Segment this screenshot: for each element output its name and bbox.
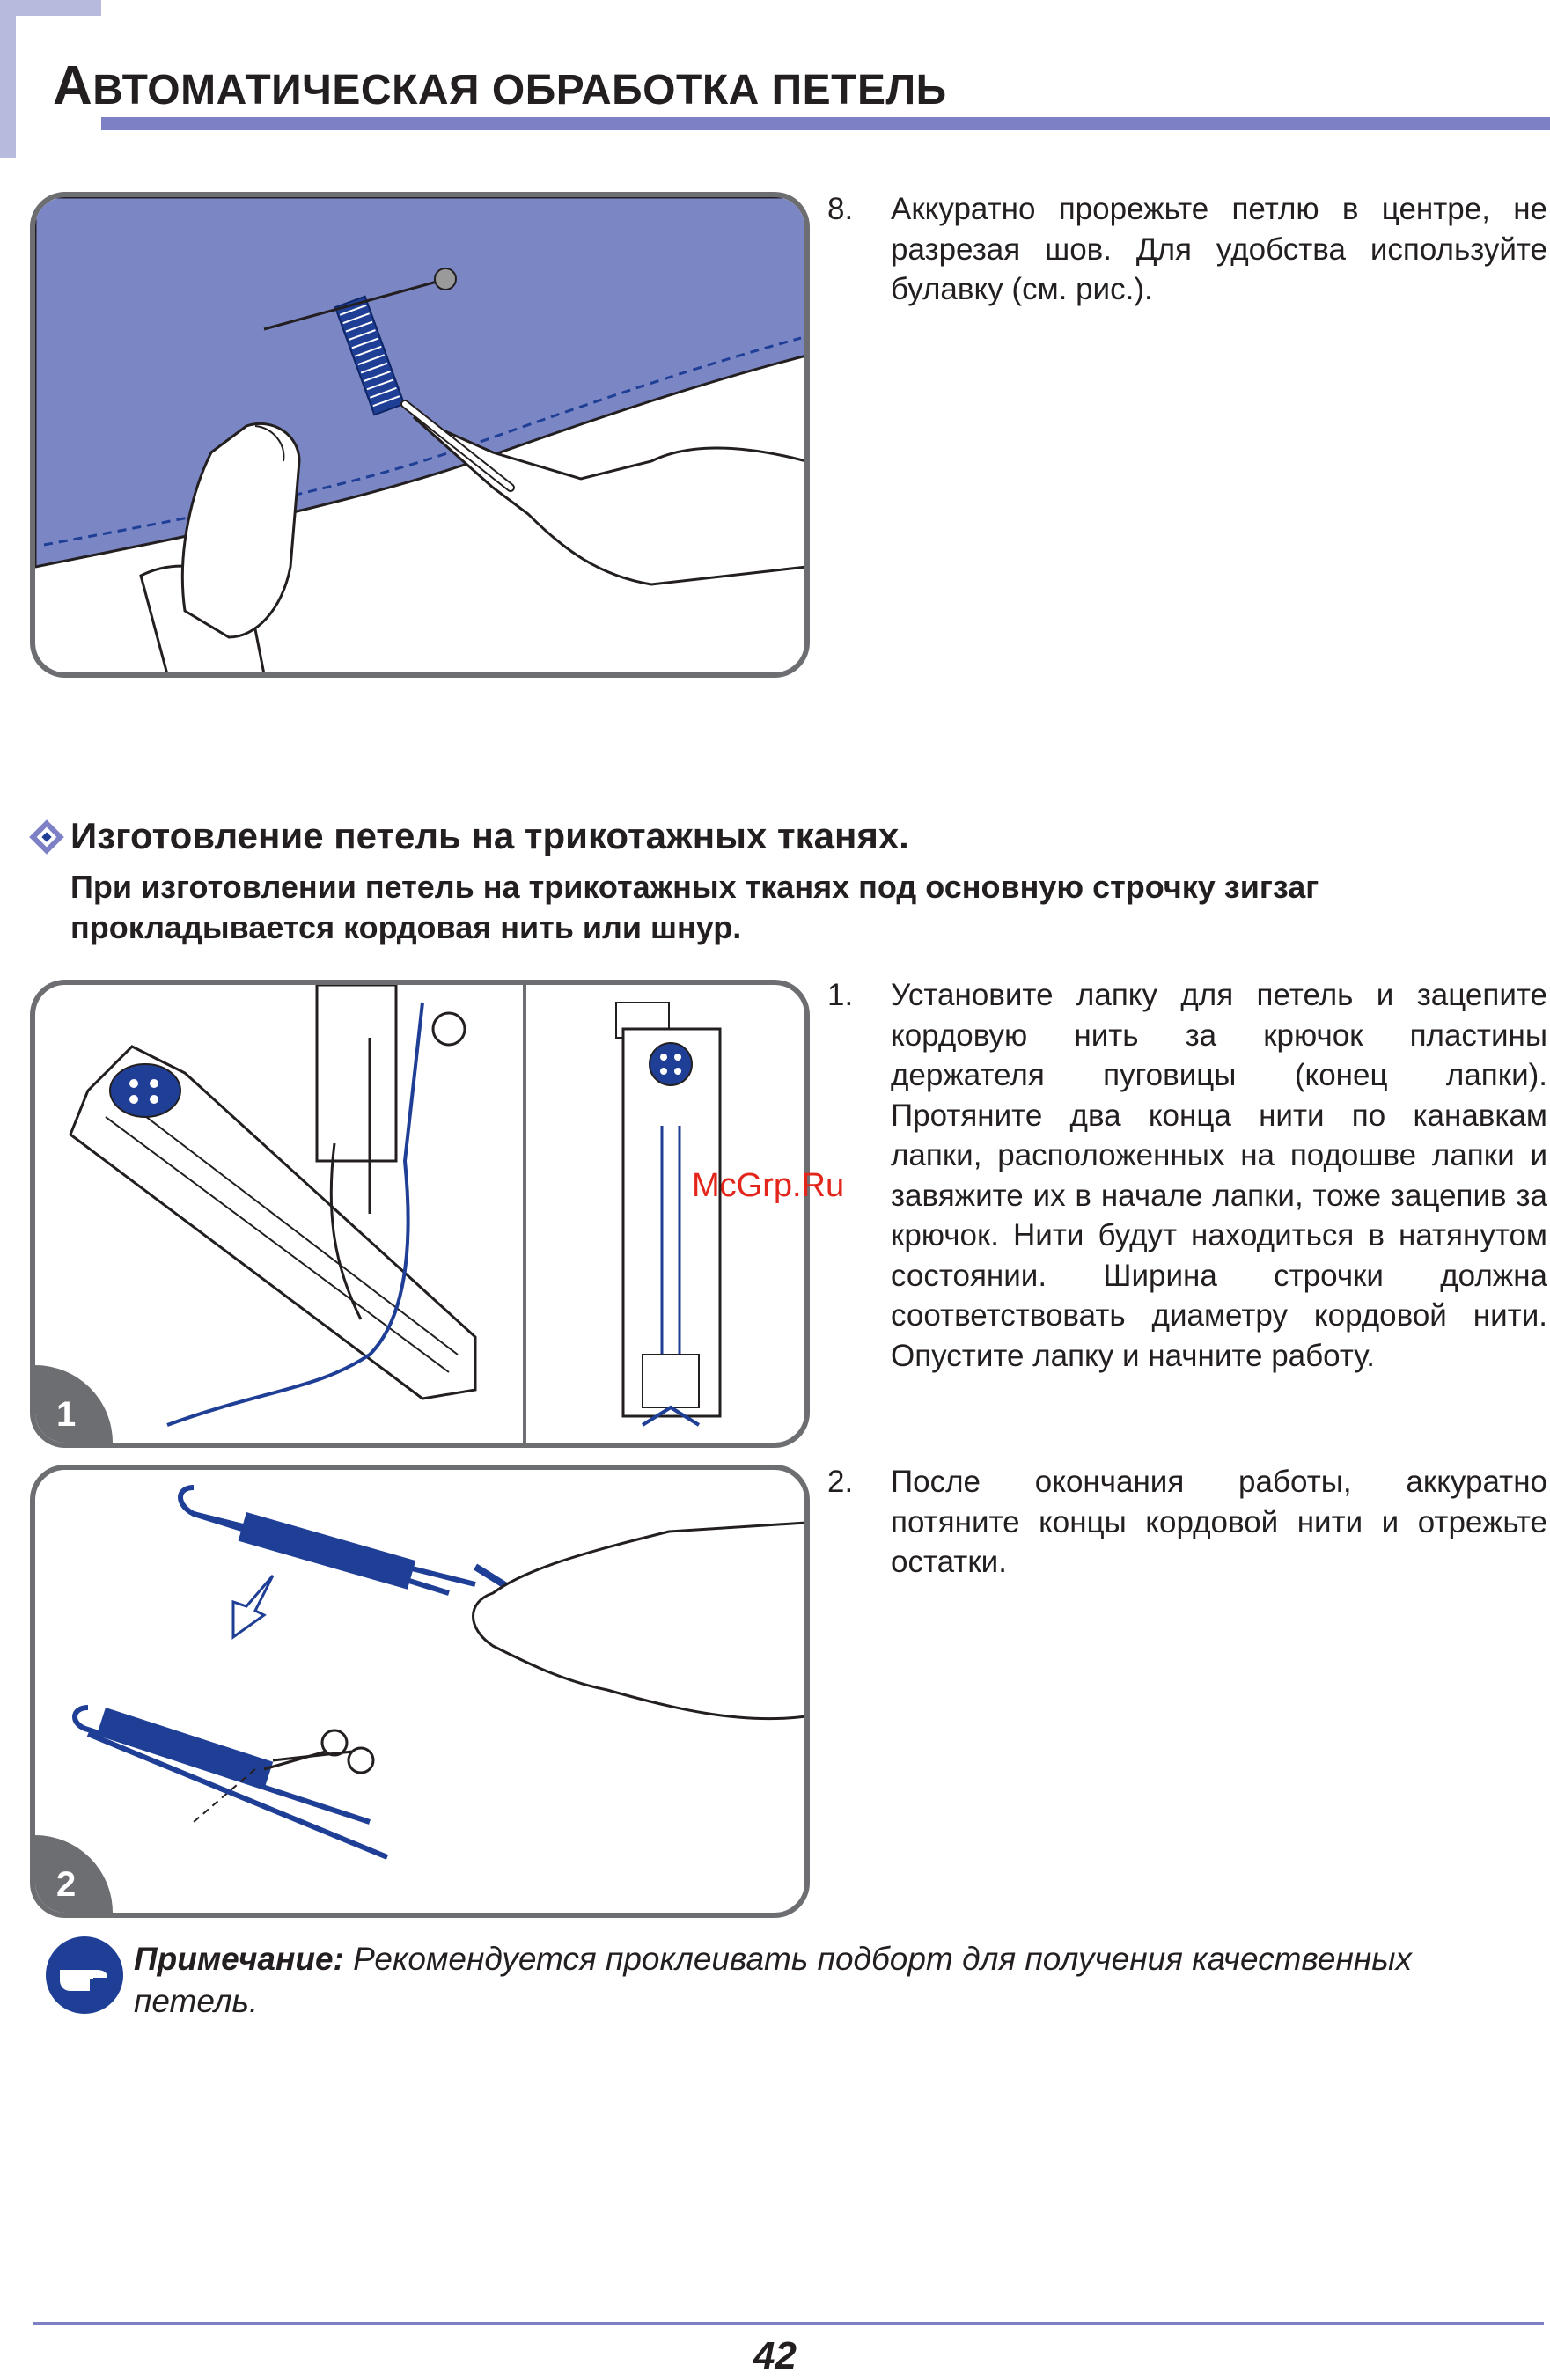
section-subtitle: При изготовлении петель на трикотажных тканях под основную строчку зигзаг прокладывается кордовая нить или шнур. bbox=[70, 869, 1319, 945]
cord-trim-illustration bbox=[35, 1470, 806, 1914]
step-text: Установите лапку для петель и зацепите кордовую нить за крючок пластины держателя пуговицы (конец лапки). Протяните два конца нити по канавкам лапки, расположенных на подошве лапки и завяжите их в начале лапки, тоже зацепив за крючок. Нити будут находиться в натянутом состоянии. Ширина строчки должна соответствовать диаметру кордовой нити. Опустите лапку и начните работу. bbox=[891, 978, 1547, 1373]
note-text: Рекомендуется проклеивать подборт для получения качественных петель. bbox=[134, 1941, 1412, 2019]
figure-badge: 1 bbox=[35, 1365, 113, 1443]
diamond-bullet-icon bbox=[28, 819, 65, 856]
section-title: Изготовление петель на трикотажных тканях. bbox=[70, 815, 909, 856]
cut-buttonhole-illustration bbox=[35, 197, 806, 674]
step-number: 8. bbox=[827, 192, 854, 226]
figure-cut-buttonhole bbox=[30, 192, 810, 678]
figure-badge: 2 bbox=[35, 1835, 113, 1913]
note bbox=[134, 1938, 1524, 2023]
step-number: 2. bbox=[827, 1465, 854, 1499]
watermark: McGrp.Ru bbox=[692, 1167, 845, 1204]
header-corner-bar bbox=[0, 0, 16, 158]
note-label: Примечание: bbox=[134, 1941, 344, 1977]
presser-foot-illustration bbox=[35, 985, 806, 1444]
figure-1-presser-foot bbox=[30, 980, 810, 1448]
step-number: 1. bbox=[827, 978, 854, 1012]
pointing-hand-icon bbox=[44, 1935, 125, 2016]
page-title-capital: А bbox=[53, 55, 93, 116]
step-text: После окончания работы, аккуратно потяните концы кордовой нити и отрежьте остатки. bbox=[891, 1465, 1547, 1579]
header-corner-bar-top bbox=[0, 0, 101, 16]
step-text: Аккуратно прорежьте петлю в центре, не разрезая шов. Для удобства используйте булавку (см. рис.). bbox=[891, 192, 1547, 306]
footer-rule bbox=[33, 2322, 1544, 2325]
figure-2-cord-trim bbox=[30, 1465, 810, 1918]
page-title-rest: ВТОМАТИЧЕСКАЯ ОБРАБОТКА ПЕТЕЛЬ bbox=[92, 67, 947, 114]
header-rule bbox=[101, 117, 1550, 130]
page-number: 42 bbox=[753, 2334, 797, 2377]
page-title bbox=[53, 55, 947, 117]
